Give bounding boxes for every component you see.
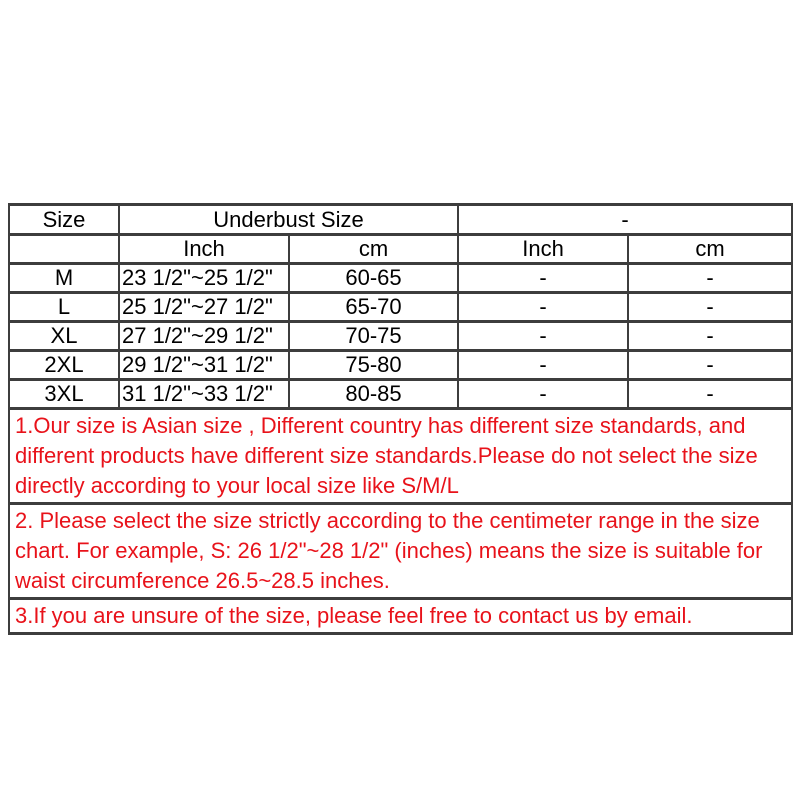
subheader-inch-2: Inch (458, 235, 628, 264)
other-inch-value: - (458, 264, 628, 293)
underbust-inch-value: 23 1/2"~25 1/2" (119, 264, 289, 293)
subheader-inch-1: Inch (119, 235, 289, 264)
note-2-line-2: chart. For example, S: 26 1/2"~28 1/2" (inches) means the size is suitable for (15, 538, 763, 563)
underbust-inch-value: 27 1/2"~29 1/2" (119, 322, 289, 351)
underbust-inch-value: 31 1/2"~33 1/2" (119, 380, 289, 409)
underbust-cm-value: 80-85 (289, 380, 458, 409)
table-row-3xl (9, 380, 792, 409)
subheader-blank (9, 235, 119, 264)
other-inch-value: - (458, 293, 628, 322)
table-row-xl (9, 322, 792, 351)
subheader-cm-1: cm (289, 235, 458, 264)
size-label: M (9, 264, 119, 293)
note-1-line-1: 1.Our size is Asian size , Different country has different size standards, and (15, 413, 746, 438)
table-row-2xl (9, 351, 792, 380)
note-1-line-3: directly according to your local size like S/M/L (15, 473, 459, 498)
subheader-row (9, 235, 792, 264)
note-2 (9, 504, 792, 599)
size-label: 2XL (9, 351, 119, 380)
table-row-l (9, 293, 792, 322)
header-other: - (458, 205, 792, 235)
note-1-line-2: different products have different size standards.Please do not select the size (15, 443, 758, 468)
underbust-cm-value: 60-65 (289, 264, 458, 293)
note-row-1 (9, 409, 792, 504)
underbust-cm-value: 65-70 (289, 293, 458, 322)
underbust-cm-value: 75-80 (289, 351, 458, 380)
header-underbust-size: Underbust Size (119, 205, 458, 235)
other-inch-value: - (458, 380, 628, 409)
note-row-3 (9, 599, 792, 634)
other-cm-value: - (628, 293, 792, 322)
underbust-cm-value: 70-75 (289, 322, 458, 351)
other-cm-value: - (628, 264, 792, 293)
size-label: L (9, 293, 119, 322)
note-3 (9, 599, 792, 634)
other-cm-value: - (628, 351, 792, 380)
other-cm-value: - (628, 322, 792, 351)
table-row-m (9, 264, 792, 293)
note-1 (9, 409, 792, 504)
header-size: Size (9, 205, 119, 235)
underbust-inch-value: 25 1/2"~27 1/2" (119, 293, 289, 322)
note-2-line-3: waist circumference 26.5~28.5 inches. (15, 568, 390, 593)
note-3-line-1: 3.If you are unsure of the size, please feel free to contact us by email. (15, 603, 693, 628)
size-label: 3XL (9, 380, 119, 409)
underbust-inch-value: 29 1/2"~31 1/2" (119, 351, 289, 380)
size-chart-table (8, 203, 793, 635)
note-row-2 (9, 504, 792, 599)
size-chart-container (8, 203, 791, 635)
other-inch-value: - (458, 351, 628, 380)
other-inch-value: - (458, 322, 628, 351)
subheader-cm-2: cm (628, 235, 792, 264)
note-2-line-1: 2. Please select the size strictly according to the centimeter range in the size (15, 508, 760, 533)
other-cm-value: - (628, 380, 792, 409)
header-row (9, 205, 792, 235)
size-label: XL (9, 322, 119, 351)
